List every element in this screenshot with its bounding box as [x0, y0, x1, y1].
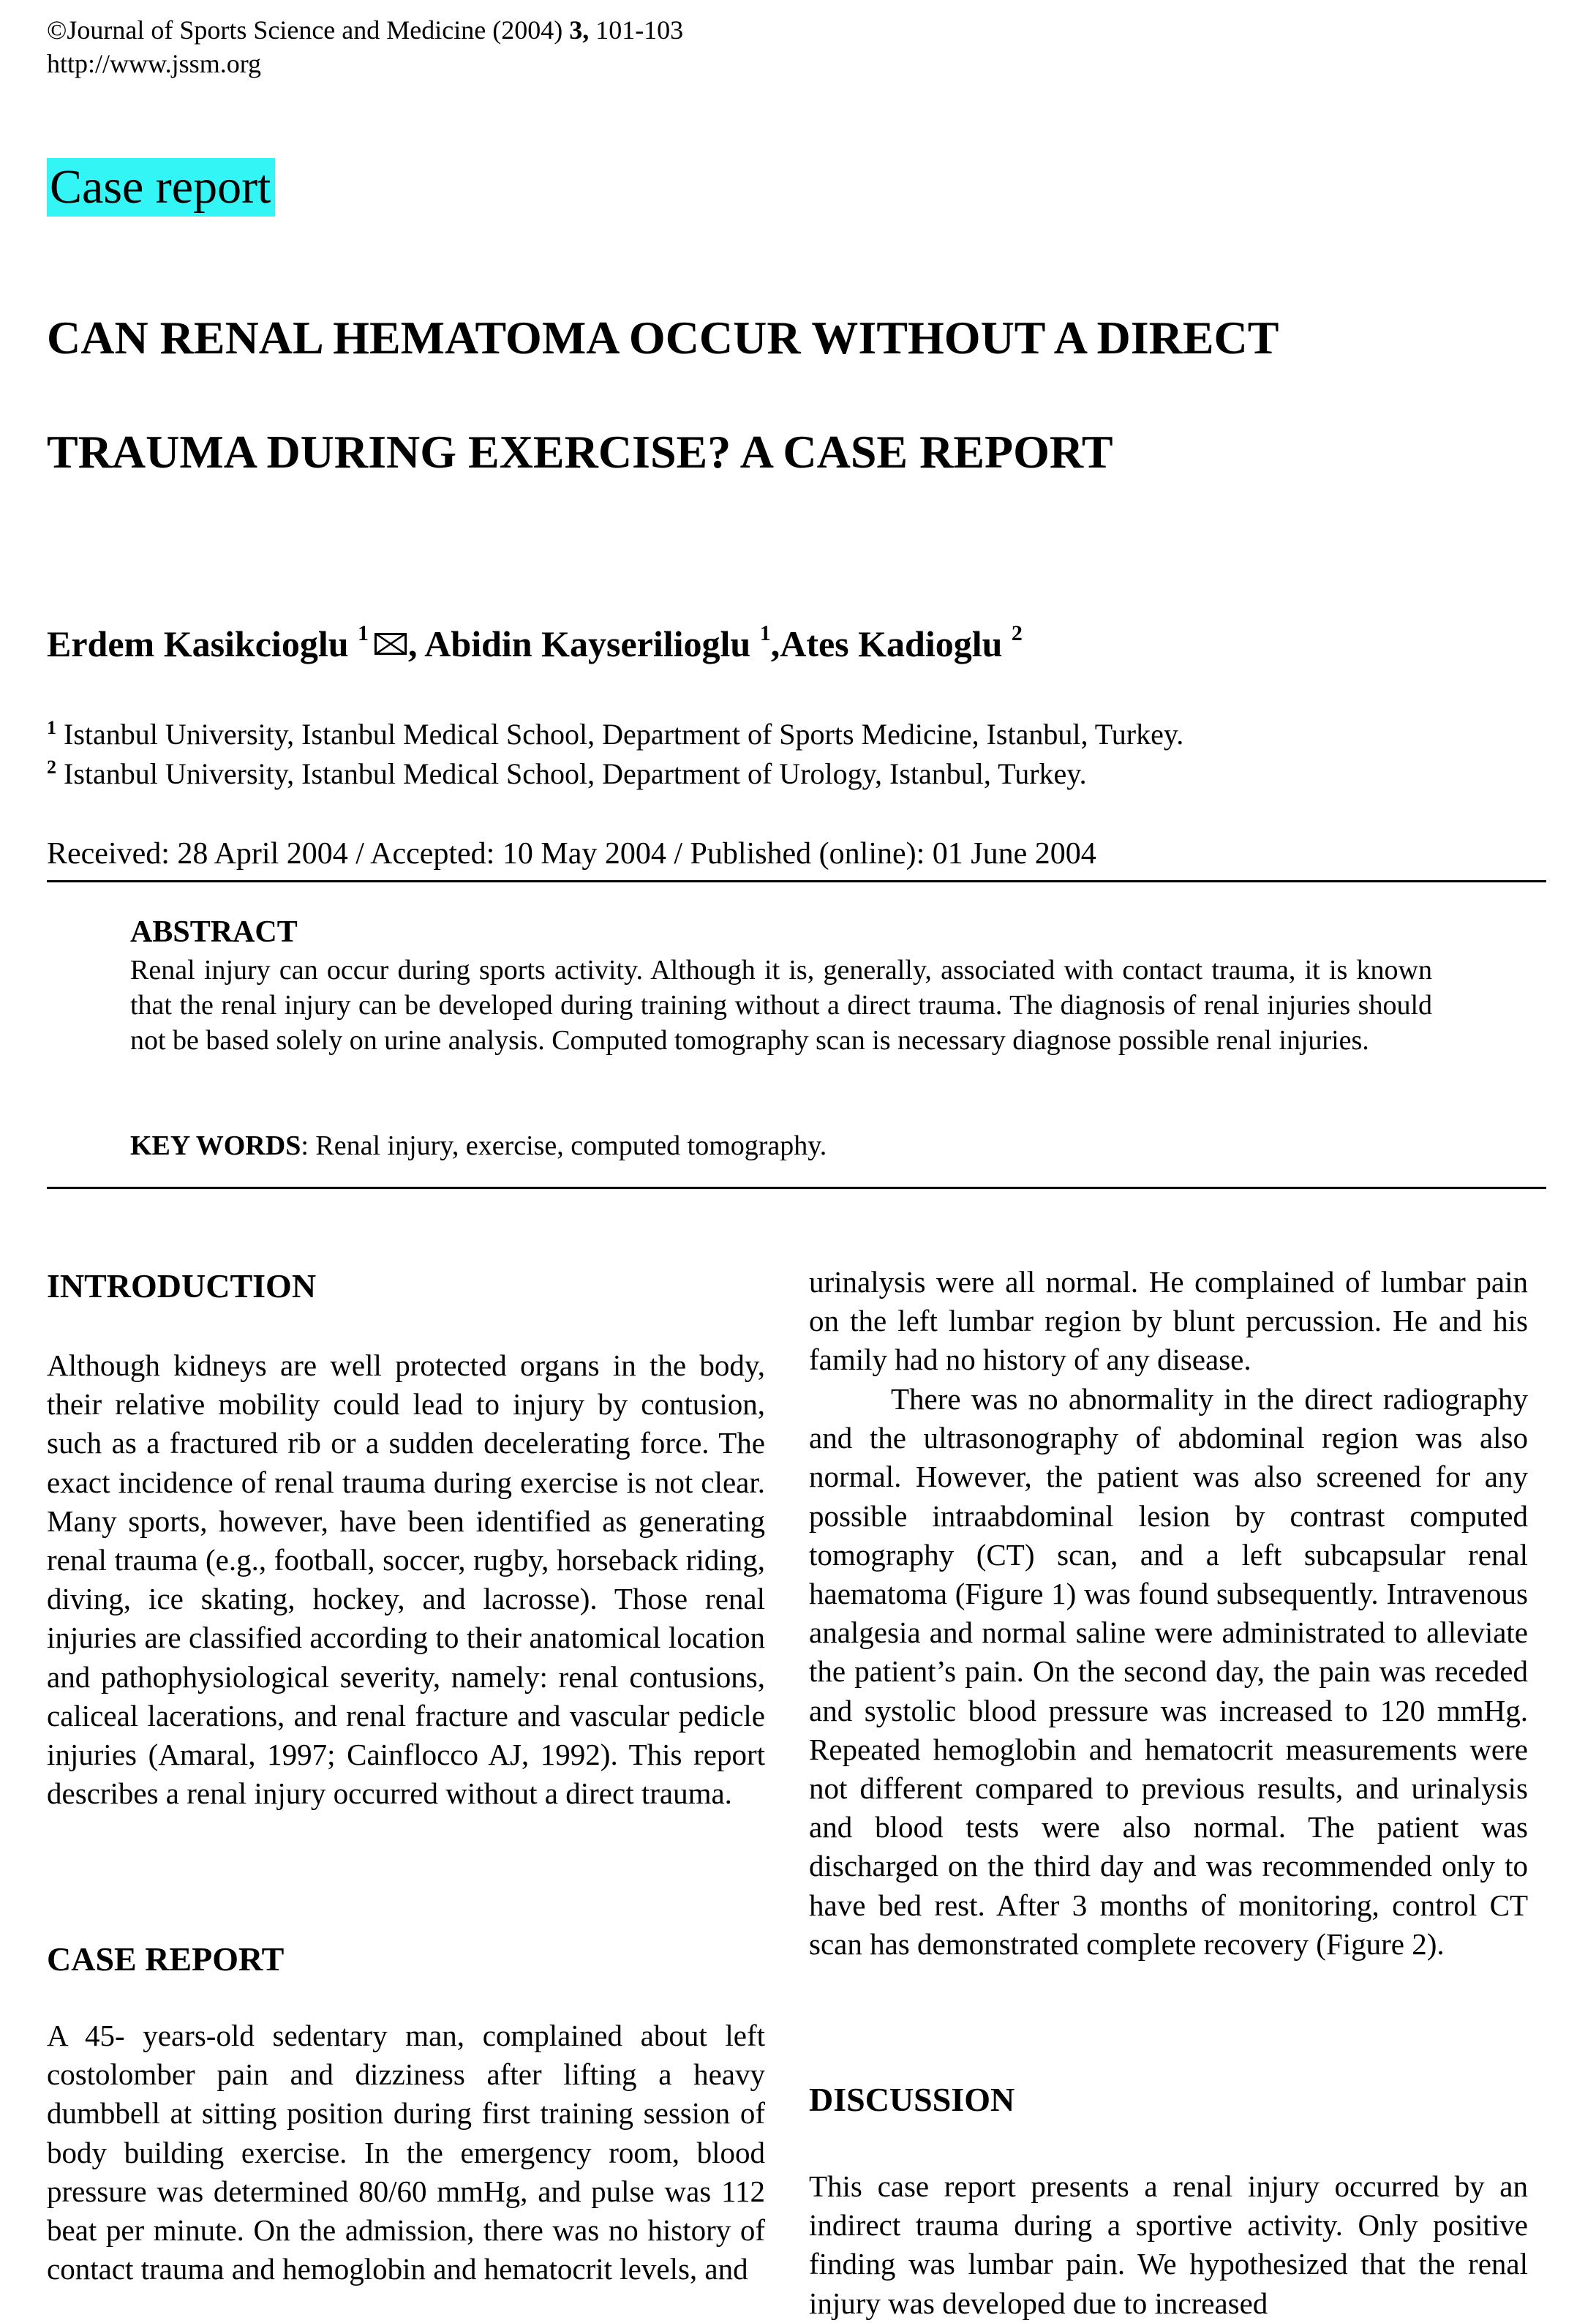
author-name: Abidin Kayserilioglu: [424, 623, 751, 664]
journal-pages: 101-103: [589, 15, 684, 45]
paragraph: There was no abnormality in the direct radiography and the ultrasonography of abdominal region was also normal. However, the patient was also screened for any possible intraabdominal lesion by contrast computed tomography (CT) scan, and a left subcapsular renal haematoma (Figure 1) was found subsequently. Intravenous analgesia and normal saline were administrated to alleviate the patient’s pain. On the second day, the pain was receded and systolic blood pressure was increased to 120 mmHg. Repeated hemoglobin and hematocrit measurements were not different compared to previous results, and urinalysis and blood tests were also normal. The patient was discharged on the third day and was recommended only to have bed rest. After 3 months of monitoring, control CT scan has demonstrated complete recovery (Figure 2).: [809, 1382, 1528, 1961]
publication-dates: Received: 28 April 2004 / Accepted: 10 May 2004 / Published (online): 01 June 2004: [47, 837, 1096, 871]
article-title-line-1: CAN RENAL HEMATOMA OCCUR WITHOUT A DIRECT: [47, 312, 1279, 364]
author-separator: ,: [408, 623, 425, 664]
affiliation-number: 2: [47, 757, 56, 778]
introduction-text: [47, 1346, 765, 1813]
case-report-text-continued: [809, 1380, 1528, 1964]
paragraph: Although kidneys are well protected organs in the body, their relative mobility could lead to injury by contusion, such as a fractured rib or a sudden decelerating force. The exact incidence of renal trauma during exercise is not clear. Many sports, however, have been identified as generating renal trauma (e.g., football, soccer, rugby, horseback riding, diving, ice skating, hockey, and lacrosse). Those renal injuries are classified according to their anatomical location and pathophysiological severity, namely: renal contusions, caliceal lacerations, and renal fracture and vascular pedicle injuries (Amaral, 1997; Cainflocco AJ, 1992). This report describes a renal injury occurred without a direct trauma.: [47, 1348, 765, 1811]
affiliation: [47, 755, 1087, 793]
journal-url[interactable]: http://www.jssm.org: [47, 49, 262, 78]
journal-name: ©Journal of Sports Science and Medicine (2004): [47, 15, 570, 45]
author-name: Ates Kadioglu: [780, 623, 1003, 664]
author-affiliation-mark: 2: [1011, 621, 1023, 645]
keywords-label: KEY WORDS: [130, 1130, 301, 1161]
affiliation-text: Istanbul University, Istanbul Medical School, Department of Sports Medicine, Istanbul, Turkey.: [64, 718, 1184, 751]
keywords-text: : Renal injury, exercise, computed tomography.: [301, 1130, 827, 1161]
author-affiliation-mark: 1: [358, 621, 369, 645]
section-heading-case-report: CASE REPORT: [47, 1940, 285, 1978]
divider: [47, 1187, 1546, 1189]
envelope-icon[interactable]: [374, 633, 407, 655]
author-affiliation-mark: 1: [759, 621, 771, 645]
section-heading-introduction: INTRODUCTION: [47, 1267, 317, 1305]
case-report-text-continued: [809, 1263, 1528, 1380]
article-title-line-2: TRAUMA DURING EXERCISE? A CASE REPORT: [47, 426, 1113, 478]
affiliation-number: 1: [47, 717, 56, 738]
discussion-text: [809, 2167, 1528, 2323]
author-separator: ,: [770, 623, 780, 664]
abstract-text: Renal injury can occur during sports activity. Although it is, generally, associated with contact trauma, it is known that the renal injury can be developed during training without a direct trauma. The diagnosis of renal injuries should not be based solely on urine analysis. Computed tomography scan is necessary diagnose possible renal injuries.: [130, 955, 1432, 1056]
affiliation: [47, 716, 1183, 754]
paragraph: This case report presents a renal injury occurred by an indirect trauma during a sportive activity. Only positive finding was lumbar pain. We hypothesized that the renal injury was developed due to increased: [809, 2169, 1528, 2320]
article-type-label: Case report: [47, 158, 275, 217]
keywords: [130, 1128, 827, 1163]
abstract-heading: ABSTRACT: [130, 915, 298, 949]
paragraph: A 45- years-old sedentary man, complained about left costolomber pain and dizziness after lifting a heavy dumbbell at sitting position during first training session of body building exercise. In the emergency room, blood pressure was determined 80/60 mmHg, and pulse was 112 beat per minute. On the admission, there was no history of contact trauma and hemoglobin and hematocrit levels, and: [47, 2019, 765, 2286]
section-heading-discussion: DISCUSSION: [809, 2081, 1015, 2118]
case-report-text: [47, 2016, 765, 2289]
journal-volume: 3,: [569, 15, 590, 45]
divider: [47, 880, 1546, 882]
affiliation-text: Istanbul University, Istanbul Medical School, Department of Urology, Istanbul, Turkey.: [64, 757, 1087, 790]
journal-citation: [47, 13, 683, 47]
paragraph: urinalysis were all normal. He complained of lumbar pain on the left lumbar region by blunt percussion. He and his family had no history of any disease.: [809, 1265, 1528, 1377]
author-name: Erdem Kasikcioglu: [47, 623, 349, 664]
author-list: [47, 620, 1023, 667]
